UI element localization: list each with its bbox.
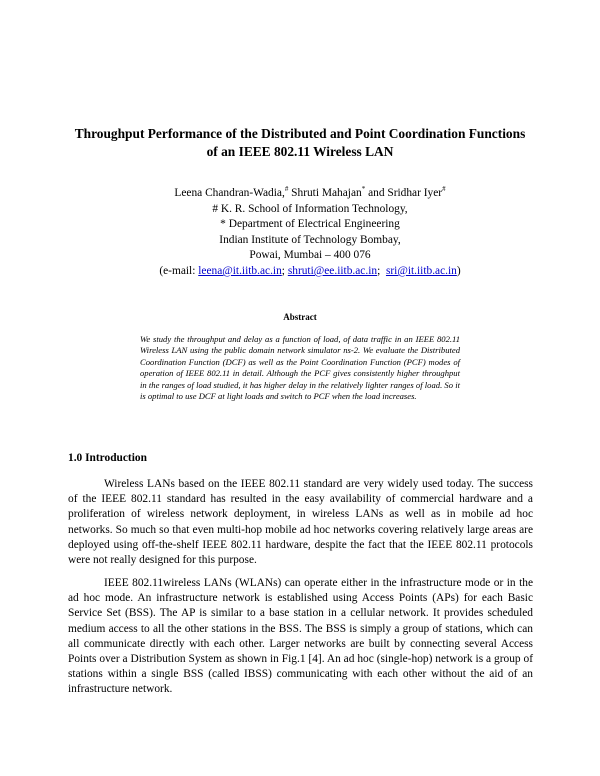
intro-paragraph-1: Wireless LANs based on the IEEE 802.11 standard are very widely used today. The success of the IEEE 802.11 standard has resulted in the easy availability of commercial hardware and a proliferation of wireless network deployment, in wireless LANs as well as in mobile ad hoc networks. So much so that even multi-hop mobile ad hoc networks covering relatively large areas are deployed using off-the-shelf IEEE 802.11 hardware, despite the fact that the IEEE 802.11 protocols were not really designed for this purpose. — [68, 478, 533, 567]
abstract-heading: Abstract — [283, 312, 317, 322]
affiliation-4: Powai, Mumbai – 400 076 — [249, 249, 371, 262]
author-1: Leena Chandran-Wadia, — [174, 187, 285, 199]
email-link-3[interactable]: sri@it.iitb.ac.in — [385, 264, 457, 277]
email-prefix: (e-mail: — [159, 264, 199, 277]
author-2: Shruti Mahajan — [288, 187, 362, 199]
title-line-1: Throughput Performance of the Distributed and Point Coordination Functions — [74, 126, 526, 141]
author-3-mark: # — [442, 185, 446, 194]
abstract-text: We study the throughput and delay as a function of load, of data traffic in an IEEE 802.11 Wireless LAN using the public domain network simulator ns-2. We evaluate the Distributed Coordination Function (DCF) as well as the Point Coordination Function (PCF) modes of operation of IEEE 802.11 in detail. Although the PCF gives consistently higher throughput in the ranges of load studied, it has higher delay in the relatively lighter ranges of load. So it is optimal to use DCF at light loads and switch to PCF when the load increases. — [140, 334, 460, 402]
email-sep-1: ; — [281, 264, 288, 277]
intro-paragraph-2: IEEE 802.11wireless LANs (WLANs) can operate either in the infrastructure mode or in the ad hoc mode. An infrastructure network is established using Access Points (APs) for each Basic Service Set (BSS). The AP is similar to a base station in a cellular network. It provides scheduled medium access to all the other stations in the BSS. The BSS is simply a group of stations, which can all communicate directly with each other. Larger networks are built by connecting several Access Points over a Distribution System as shown in Fig.1 [4]. An ad hoc (single-hop) network is a group of stations within a single BSS (called IBSS) communicating with each other without the aid of an infrastructure network. — [68, 577, 533, 696]
author-names — [100, 186, 520, 202]
author-block — [100, 186, 520, 280]
author-3: and Sridhar Iyer — [365, 187, 443, 199]
section-heading-introduction: 1.0 Introduction — [68, 452, 147, 464]
title-line-2: of an IEEE 802.11 Wireless LAN — [206, 144, 394, 159]
author-2-mark: * — [361, 185, 366, 194]
author-1-mark: # — [284, 185, 289, 194]
email-line — [100, 264, 520, 280]
email-suffix: ) — [456, 264, 461, 277]
email-link-2[interactable]: shruti@ee.iitb.ac.in — [287, 264, 378, 277]
affiliation-2: * Department of Electrical Engineering — [220, 218, 400, 231]
email-sep-2: ; — [377, 264, 386, 277]
affiliation-3: Indian Institute of Technology Bombay, — [219, 233, 401, 246]
paper-title — [40, 125, 560, 161]
email-link-1[interactable]: leena@it.iitb.ac.in — [198, 264, 282, 277]
affiliation-1: # K. R. School of Information Technology, — [212, 202, 408, 215]
